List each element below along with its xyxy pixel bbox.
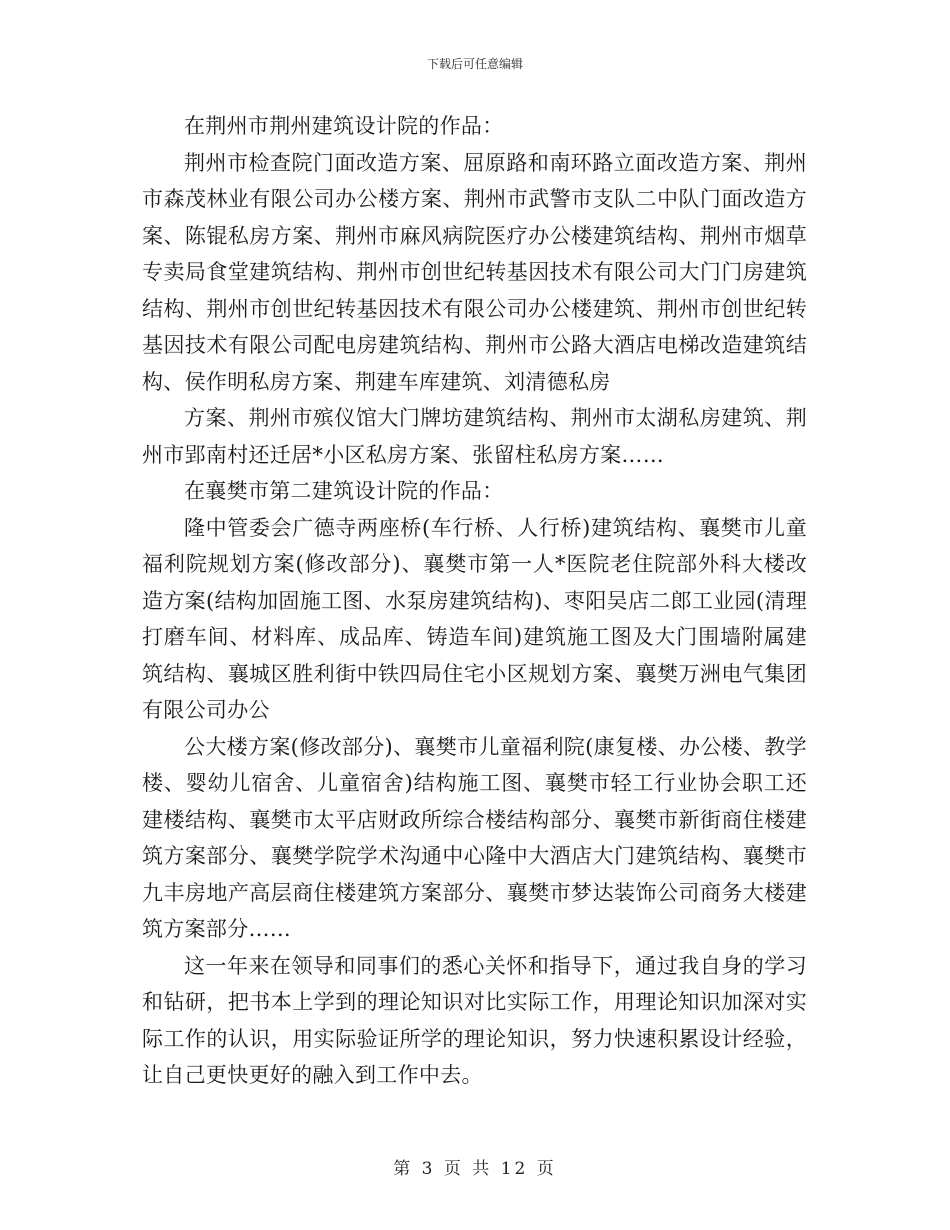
paragraph-jingzhou-works-continued: 方案、荆州市殡仪馆大门牌坊建筑结构、荆州市太湖私房建筑、荆州市郢南村还迁居*小区私房方案、张留柱私房方案…… <box>142 406 807 467</box>
page-footer: 第 3 页 共 12 页 <box>393 1159 557 1179</box>
page-header: 下载后可任意编辑 <box>426 57 523 71</box>
document-body <box>142 108 807 1094</box>
paragraph-xiangfan-works: 隆中管委会广德寺两座桥(车行桥、人行桥)建筑结构、襄樊市儿童福利院规划方案(修改部分)、襄樊市第一人*医院老住院部外科大楼改造方案(结构加固施工图、水泵房建筑结构)、枣阳吴店二郎工业园(清理打磨车间、材料库、成品库、铸造车间)建筑施工图及大门围墙附属建筑结构、襄城区胜利街中铁四局住宅小区规划方案、襄樊万洲电气集团有限公司办公 <box>142 515 807 722</box>
paragraph-jingzhou-heading: 在荆州市荆州建筑设计院的作品： <box>184 114 504 138</box>
paragraph-jingzhou-works: 荆州市检查院门面改造方案、屈原路和南环路立面改造方案、荆州市森茂林业有限公司办公楼方案、荆州市武警市支队二中队门面改造方案、陈锟私房方案、荆州市麻风病院医疗办公楼建筑结构、荆州市烟草专卖局食堂建筑结构、荆州市创世纪转基因技术有限公司大门门房建筑结构、荆州市创世纪转基因技术有限公司办公楼建筑、荆州市创世纪转基因技术有限公司配电房建筑结构、荆州市公路大酒店电梯改造建筑结构、侯作明私房方案、荆建车库建筑、刘清德私房 <box>142 150 807 394</box>
paragraph-xiangfan-heading: 在襄樊市第二建筑设计院的作品： <box>184 479 504 503</box>
paragraph-xiangfan-works-continued: 公大楼方案(修改部分)、襄樊市儿童福利院(康复楼、办公楼、教学楼、婴幼儿宿舍、儿童宿舍)结构施工图、襄樊市轻工行业协会职工还建楼结构、襄樊市太平店财政所综合楼结构部分、襄樊市新街商住楼建筑方案部分、襄樊学院学术沟通中心隆中大酒店大门建筑结构、襄樊市九丰房地产高层商住楼建筑方案部分、襄樊市梦达装饰公司商务大楼建筑方案部分…… <box>142 734 807 941</box>
paragraph-summary: 这一年来在领导和同事们的悉心关怀和指导下，通过我自身的学习和钻研，把书本上学到的理论知识对比实际工作，用理论知识加深对实际工作的认识，用实际验证所学的理论知识，努力快速积累设计经验，让自己更快更好的融入到工作中去。 <box>142 953 807 1087</box>
